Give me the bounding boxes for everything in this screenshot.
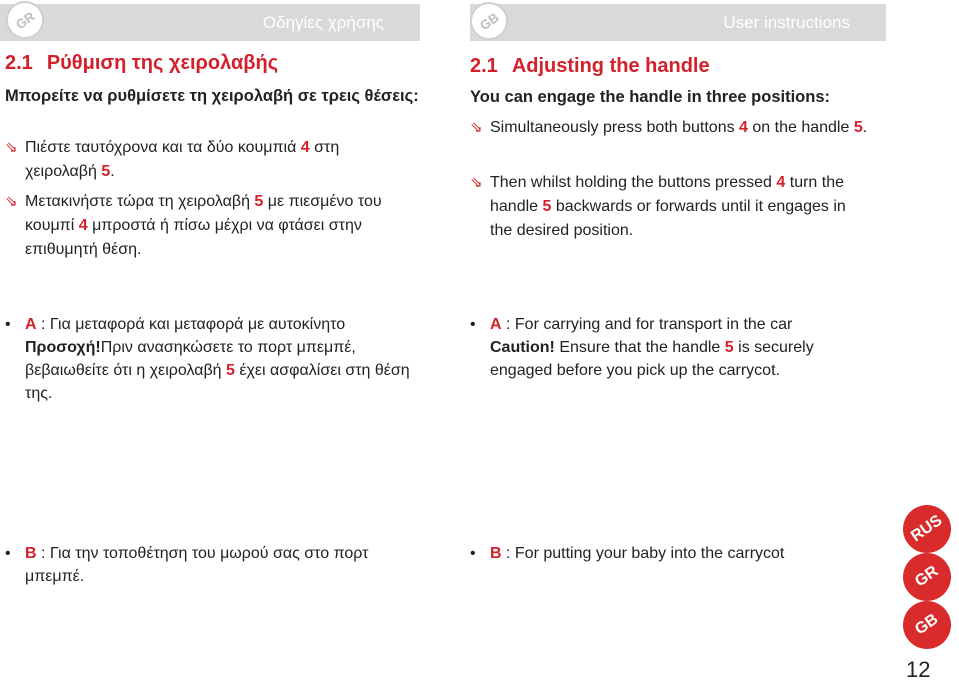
hand-pointer-icon: ⇘: [470, 174, 483, 191]
bullet-dot-icon: •: [470, 545, 476, 562]
right-section-number: 2.1: [470, 55, 498, 77]
left-bullet-b: • B : Για την τοποθέτηση του μωρού σας στο πορτ μπεμπέ.: [5, 542, 420, 588]
bullet-dot-icon: •: [5, 316, 11, 333]
right-bullet-b: • B : For putting your baby into the carrycot: [470, 542, 870, 565]
language-badge-gb-red: GB: [894, 592, 959, 659]
right-lead-text: You can engage the handle in three positions:: [470, 88, 830, 106]
right-header-bar: [470, 4, 886, 41]
hand-pointer-icon: ⇘: [470, 119, 483, 136]
language-badge-gb: GB: [463, 0, 516, 47]
right-section-title-text: Adjusting the handle: [511, 55, 710, 77]
language-badge-gr-red: GR: [894, 544, 959, 611]
left-step-2: ⇘ Μετακινήστε τώρα τη χειρολαβή 5 με πιεσμένο του κουμπί 4 μπροστά ή πίσω μέχρι να φτάσει στην επιθυμητή θέση.: [5, 190, 405, 262]
left-header-bar: [0, 4, 420, 41]
left-step-1: ⇘ Πιέστε ταυτόχρονα και τα δύο κουμπιά 4 στη χειρολαβή 5.: [5, 136, 405, 184]
page-number: 12: [906, 657, 931, 682]
left-bullet-a: • A : Για μεταφορά και μεταφορά με αυτοκίνητο Προσοχή!Πριν ανασηκώσετε το πορτ μπεμπέ, βεβαιωθείτε ότι η χειρολαβή 5 έχει ασφαλίσει στη θέση της.: [5, 313, 420, 405]
left-lead-text: Μπορείτε να ρυθμίσετε τη χειρολαβή σε τρεις θέσεις:: [5, 87, 419, 105]
right-step-2: ⇘ Then whilst holding the buttons pressed 4 turn the handle 5 backwards or forwards until it engages in the desired position.: [470, 171, 870, 243]
language-badge-rus: RUS: [894, 496, 959, 563]
right-section-title: [470, 55, 710, 78]
left-section-title-text: Ρύθμιση της χειρολαβής: [46, 52, 279, 74]
left-section-number: 2.1: [5, 52, 33, 74]
bullet-dot-icon: •: [5, 545, 11, 562]
right-header-title: User instructions: [723, 13, 850, 32]
left-header-title: Οδηγίες χρήσης: [262, 13, 384, 32]
hand-pointer-icon: ⇘: [5, 139, 18, 156]
language-badge-gr: GR: [0, 0, 51, 46]
right-step-1: ⇘ Simultaneously press both buttons 4 on the handle 5.: [470, 116, 870, 140]
hand-pointer-icon: ⇘: [5, 193, 18, 210]
bullet-dot-icon: •: [470, 316, 476, 333]
left-section-title: [5, 52, 278, 75]
right-bullet-a: • A : For carrying and for transport in the car Caution! Ensure that the handle 5 is securely engaged before you pick up the carrycot.: [470, 313, 870, 382]
